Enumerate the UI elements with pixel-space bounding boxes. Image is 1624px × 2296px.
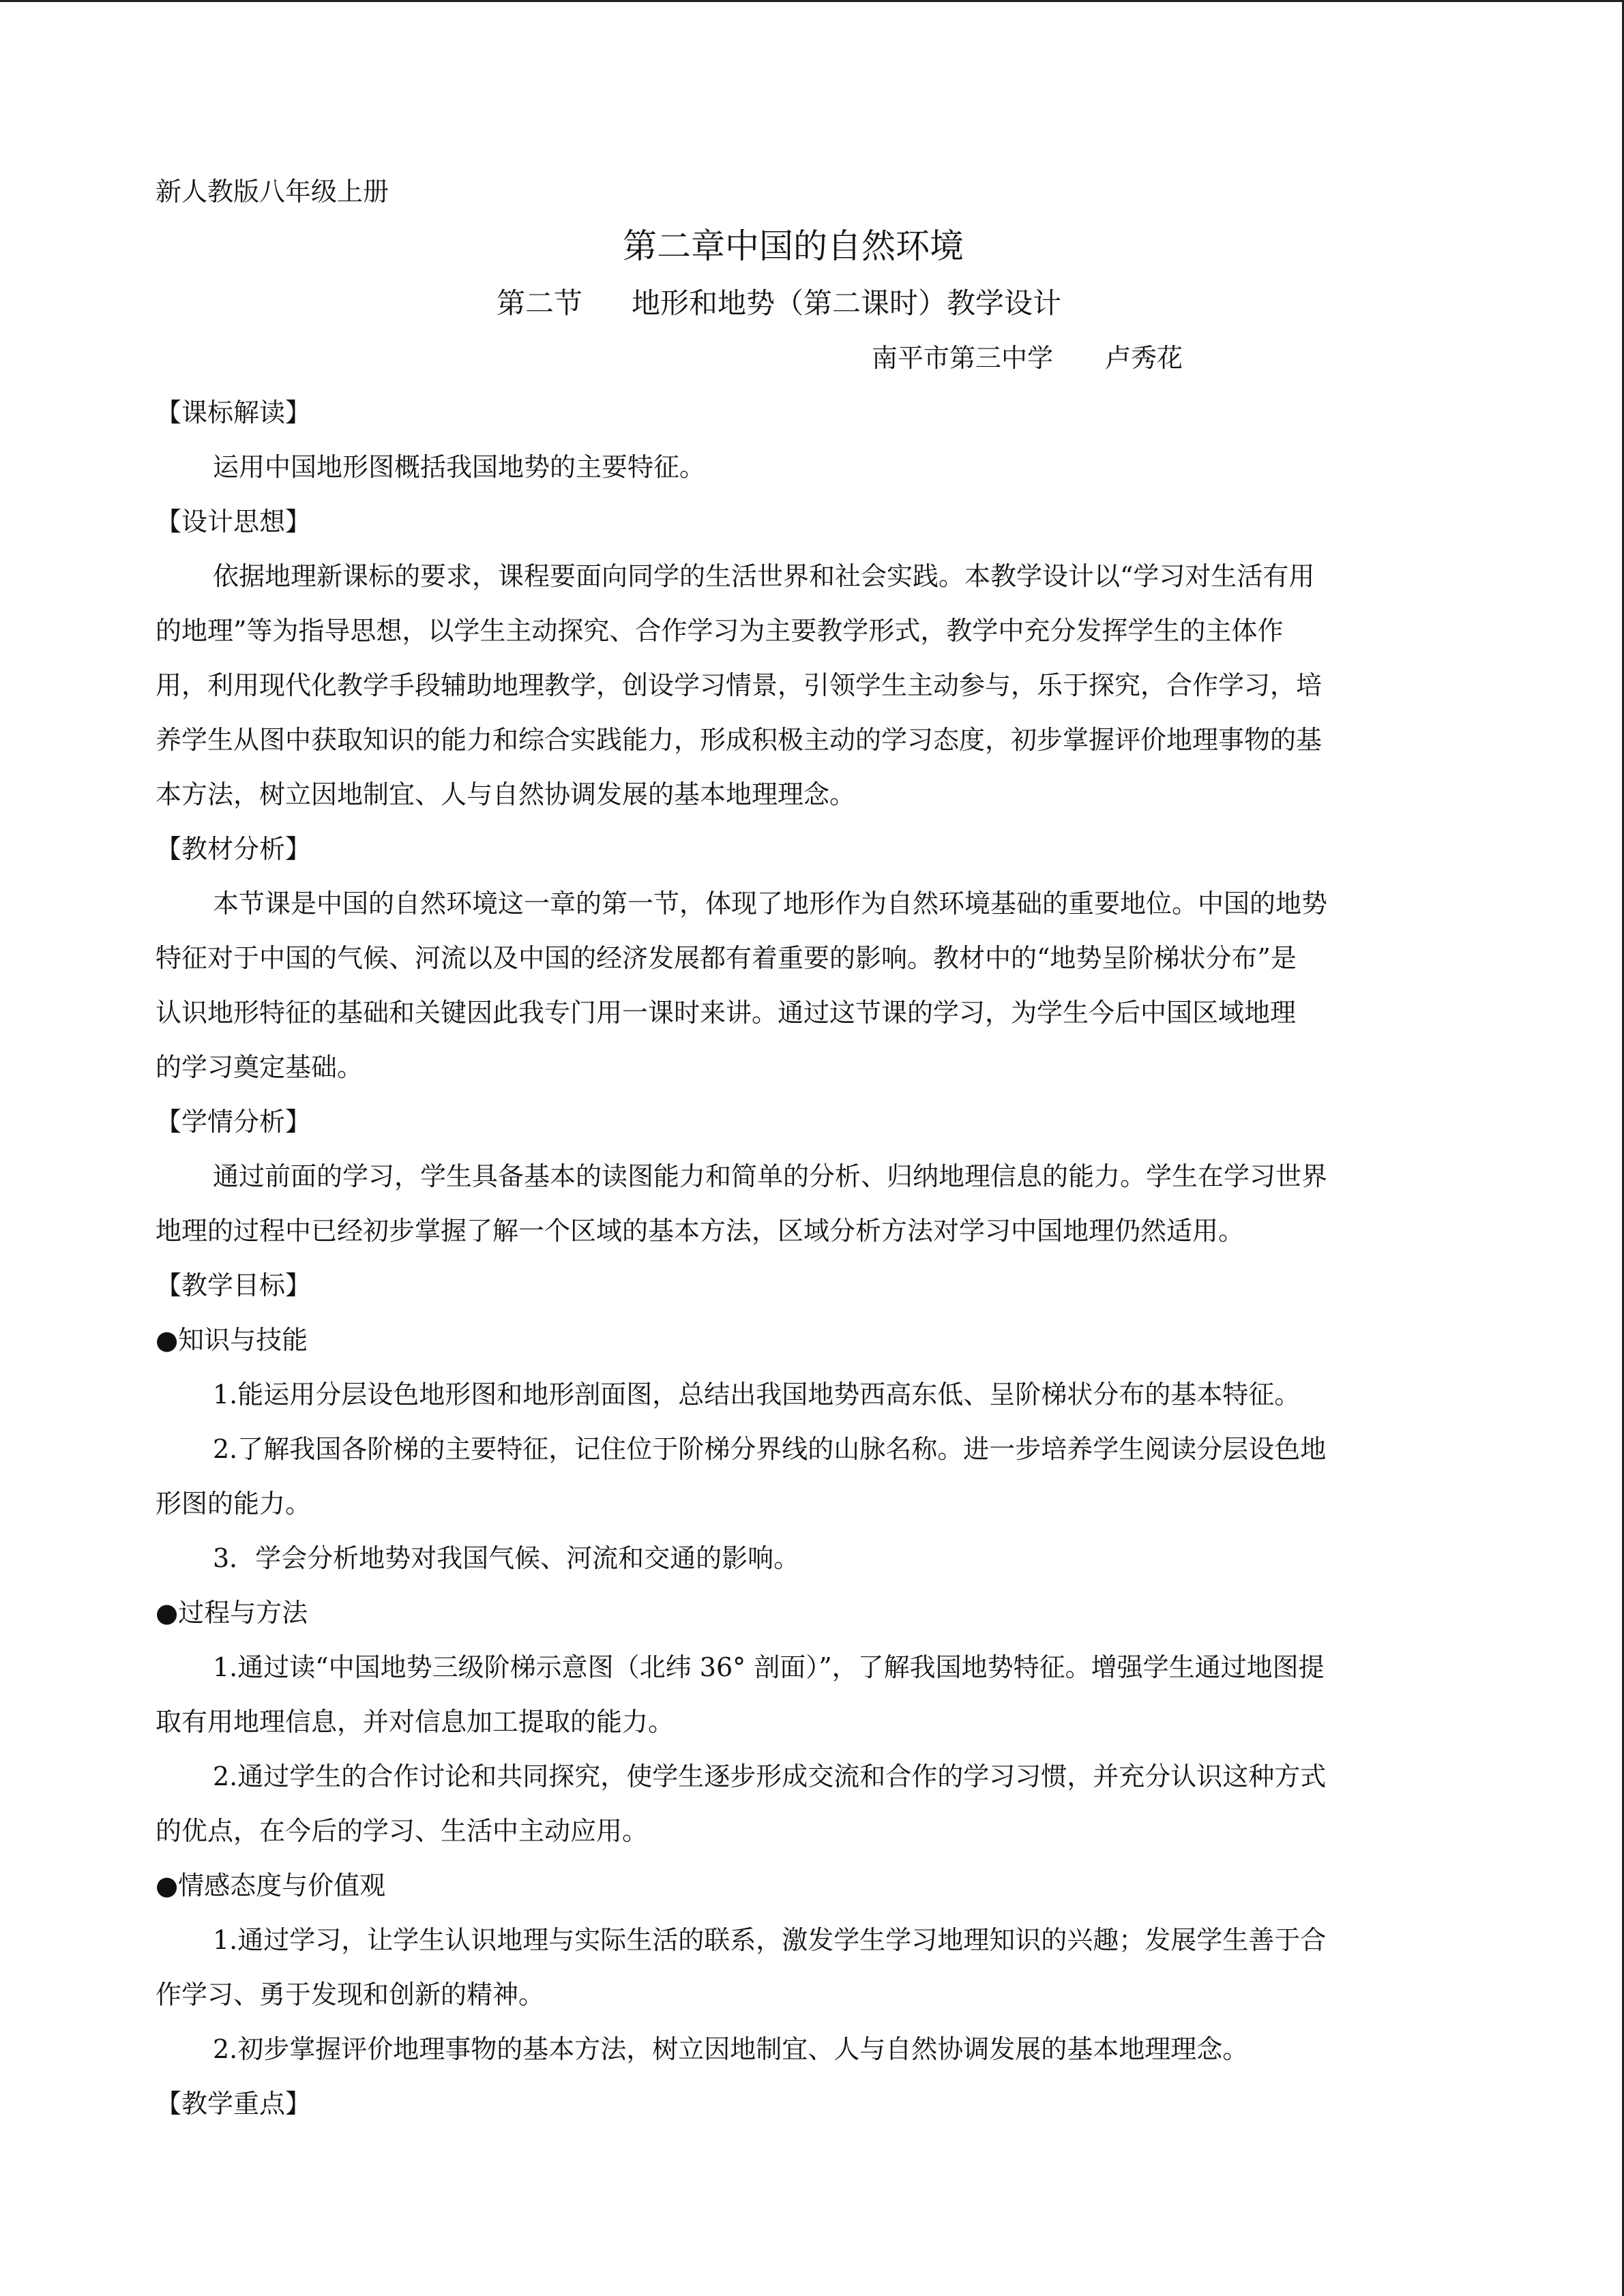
page-border-top — [0, 0, 1624, 2]
paragraph-line: 用，利用现代化教学手段辅助地理教学，创设学习情景，引领学生主动参与，乐于探究，合作学习，培 — [156, 670, 1323, 700]
school-name: 南平市第三中学 — [872, 343, 1054, 373]
list-item: 1.通过读“中国地势三级阶梯示意图（北纬 36° 剖面）”，了解我国地势特征。增强学生通过地图提 — [213, 1652, 1325, 1682]
list-item-continuation: 取有用地理信息，并对信息加工提取的能力。 — [156, 1707, 675, 1737]
list-item-continuation: 的优点，在今后的学习、生活中主动应用。 — [156, 1816, 649, 1846]
list-item-continuation: 形图的能力。 — [156, 1489, 312, 1519]
publisher-label: 新人教版八年级上册 — [156, 177, 389, 207]
material-heading: 【教材分析】 — [156, 834, 312, 864]
list-item: 2.通过学生的合作讨论和共同探究，使学生逐步形成交流和合作的学习习惯，并充分认识这种方式 — [213, 1761, 1327, 1791]
list-item: 3．学会分析地势对我国气候、河流和交通的影响。 — [213, 1543, 800, 1573]
chapter-title: 第二章中国的自然环境 — [623, 226, 964, 266]
student-heading: 【学情分析】 — [156, 1107, 312, 1137]
paragraph-line: 的地理”等为指导思想，以学生主动探究、合作学习为主要教学形式，教学中充分发挥学生的主体作 — [156, 616, 1284, 646]
paragraph-line: 的学习奠定基础。 — [156, 1052, 364, 1082]
author-name: 卢秀花 — [1105, 343, 1183, 373]
goals-heading: 【教学目标】 — [156, 1270, 312, 1300]
list-item: 2.了解我国各阶梯的主要特征，记住位于阶梯分界线的山脉名称。进一步培养学生阅读分层设色地 — [213, 1434, 1327, 1464]
key-points-heading: 【教学重点】 — [156, 2089, 312, 2119]
paragraph-line: 通过前面的学习，学生具备基本的读图能力和简单的分析、归纳地理信息的能力。学生在学习世界 — [213, 1161, 1328, 1191]
paragraph-line: 本节课是中国的自然环境这一章的第一节，体现了地形作为自然环境基础的重要地位。中国的地势 — [213, 889, 1328, 919]
emotion-heading: ●情感态度与价值观 — [156, 1870, 386, 1900]
process-heading: ●过程与方法 — [156, 1598, 308, 1628]
paragraph-line: 地理的过程中已经初步掌握了解一个区域的基本方法，区域分析方法对学习中国地理仍然适用。 — [156, 1216, 1245, 1246]
design-heading: 【设计思想】 — [156, 507, 312, 537]
paragraph-line: 特征对于中国的气候、河流以及中国的经济发展都有着重要的影响。教材中的“地势呈阶梯状分布”是 — [156, 943, 1297, 973]
curriculum-heading: 【课标解读】 — [156, 398, 312, 428]
list-item: 1.通过学习，让学生认识地理与实际生活的联系，激发学生学习地理知识的兴趣；发展学生善于合 — [213, 1925, 1327, 1955]
curriculum-text: 运用中国地形图概括我国地势的主要特征。 — [213, 452, 706, 482]
paragraph-line: 依据地理新课标的要求，课程要面向同学的生活世界和社会实践。本教学设计以“学习对生活有用 — [213, 561, 1315, 591]
paragraph-line: 本方法，树立因地制宜、人与自然协调发展的基本地理理念。 — [156, 779, 856, 809]
section-title: 地形和地势（第二课时）教学设计 — [632, 286, 1062, 320]
knowledge-heading: ●知识与技能 — [156, 1325, 308, 1355]
list-item-continuation: 作学习、勇于发现和创新的精神。 — [156, 1980, 545, 2010]
section-title-line — [156, 276, 1451, 331]
paragraph-line: 养学生从图中获取知识的能力和综合实践能力，形成积极主动的学习态度，初步掌握评价地理事物的基 — [156, 725, 1323, 755]
author-line — [156, 331, 1451, 385]
document-page — [156, 167, 1451, 2131]
list-item: 1.能运用分层设色地形图和地形剖面图，总结出我国地势西高东低、呈阶梯状分布的基本特征。 — [213, 1380, 1301, 1410]
section-label: 第二节 — [497, 286, 583, 320]
list-item: 2.初步掌握评价地理事物的基本方法，树立因地制宜、人与自然协调发展的基本地理理念。 — [213, 2034, 1249, 2064]
paragraph-line: 认识地形特征的基础和关键因此我专门用一课时来讲。通过这节课的学习，为学生今后中国区域地理 — [156, 998, 1297, 1028]
